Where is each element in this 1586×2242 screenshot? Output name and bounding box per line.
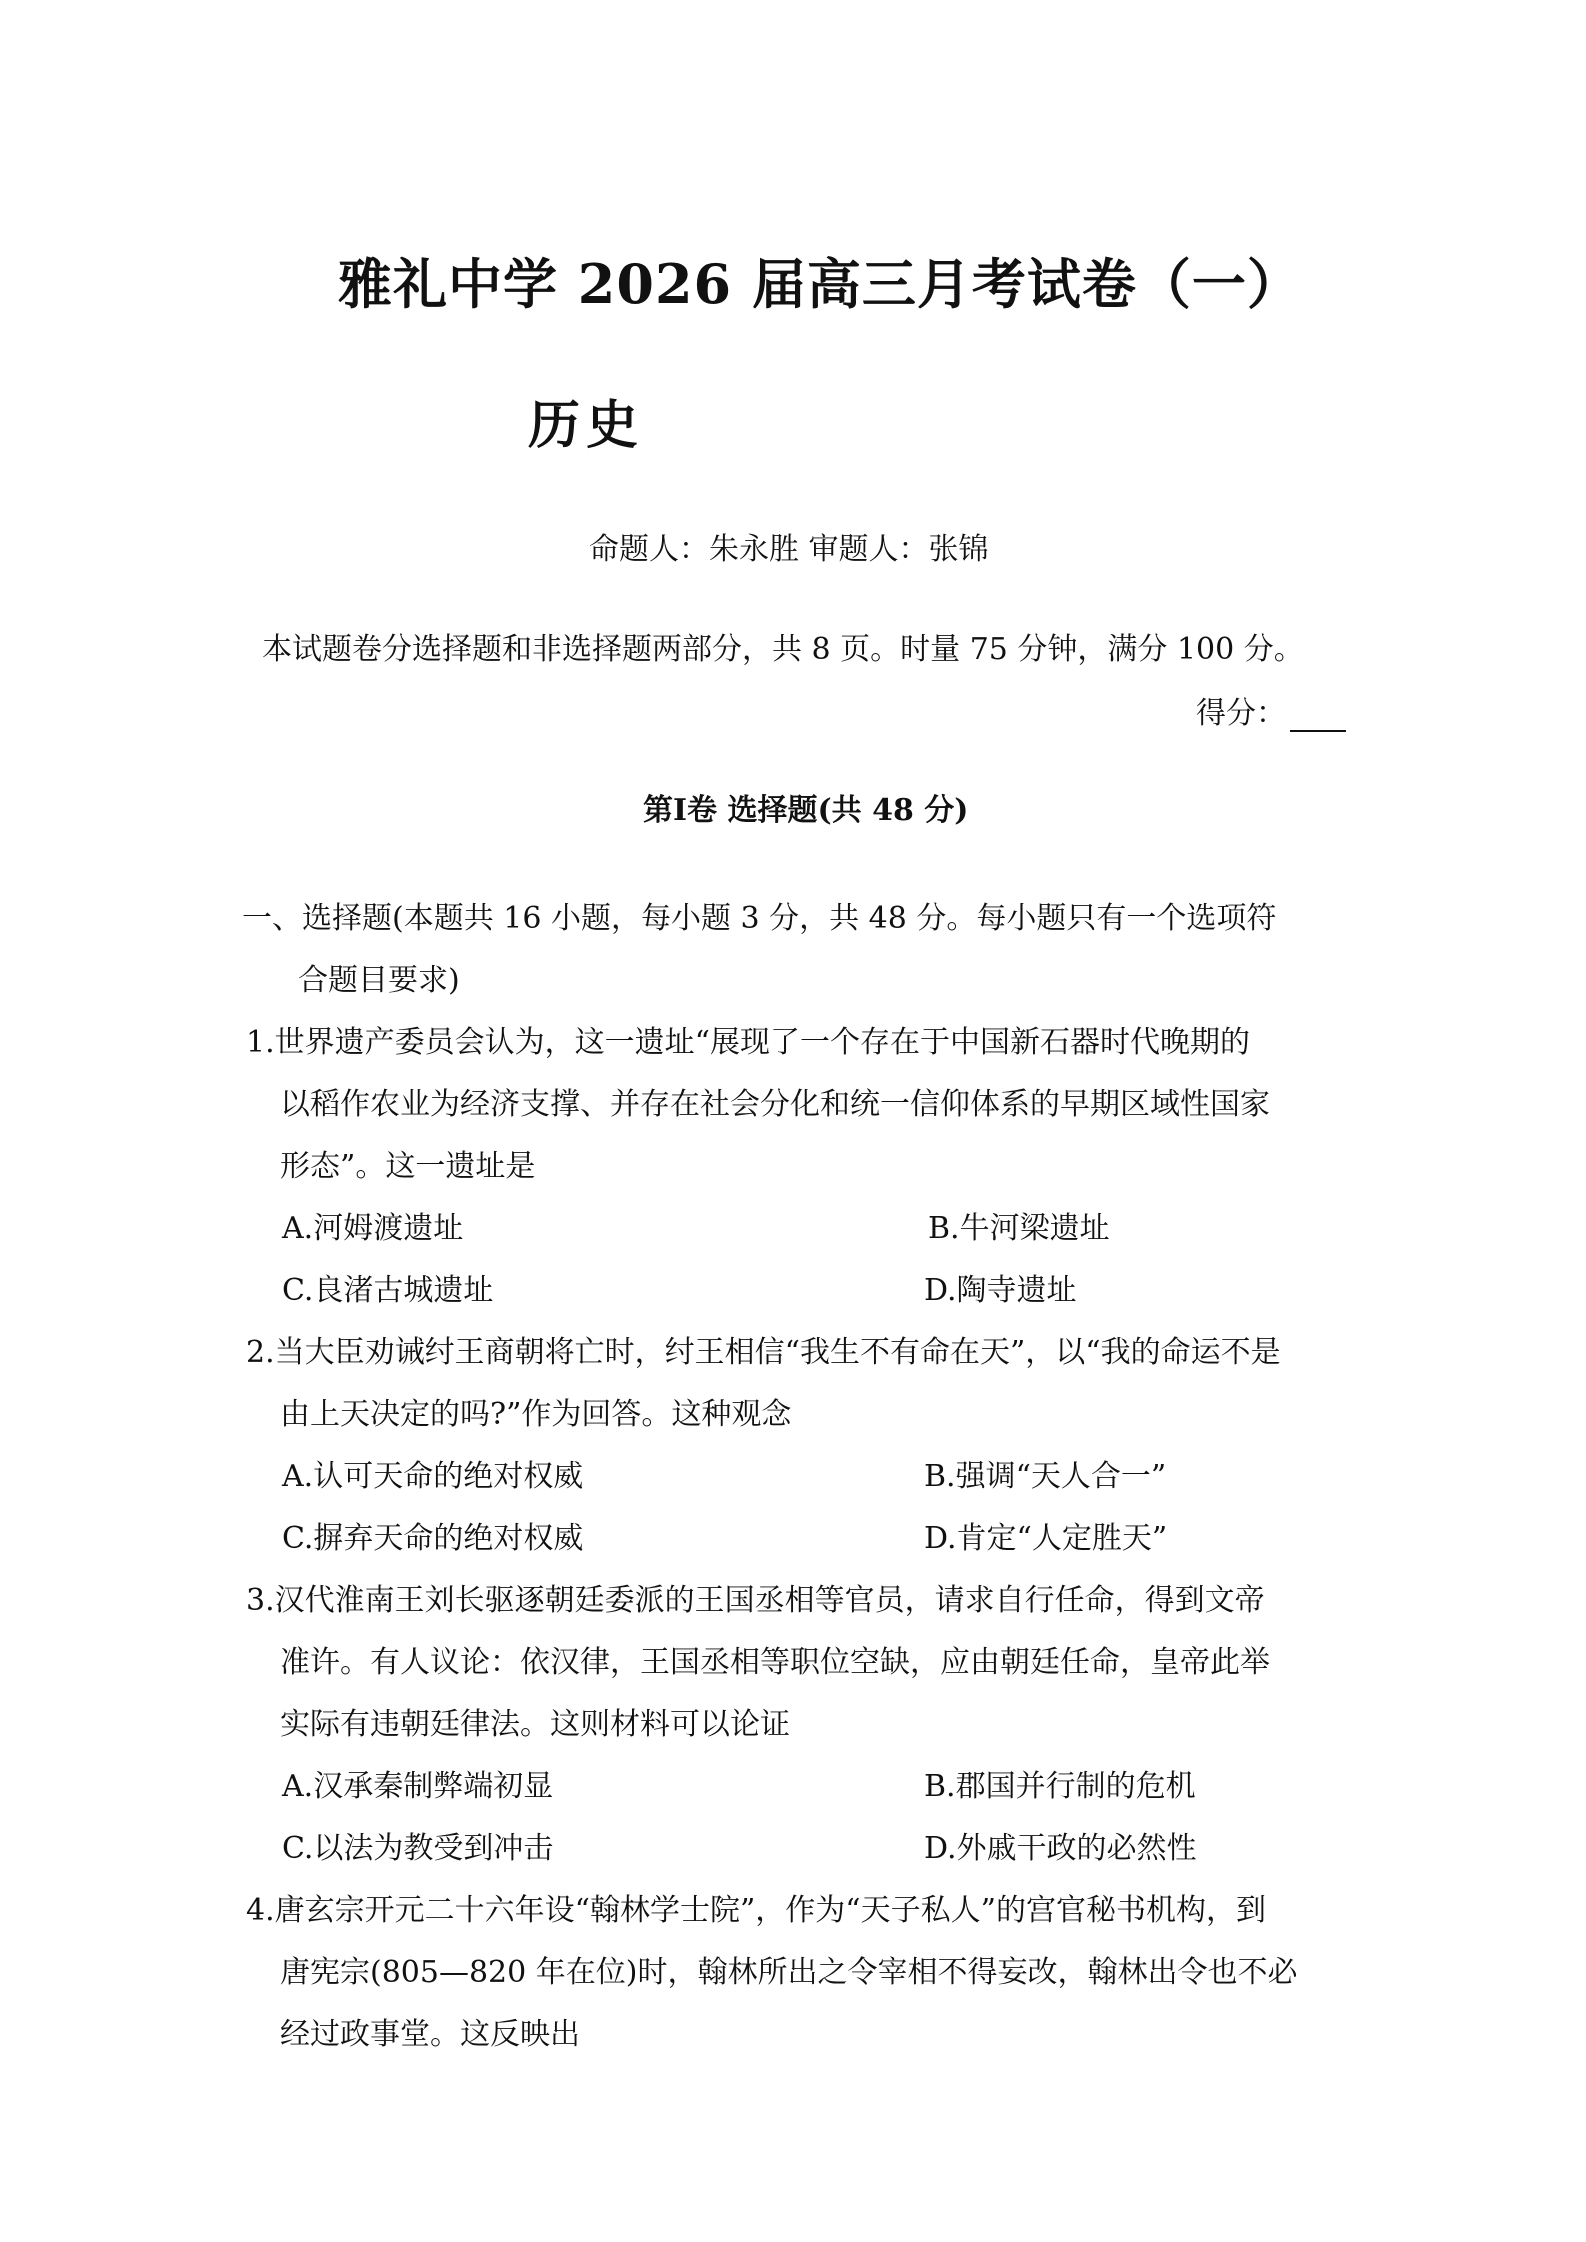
question-3-option-c: C.以法为教受到冲击 xyxy=(282,1831,554,1866)
question-4-line-3: 经过政事堂。这反映出 xyxy=(280,2017,580,2052)
question-3-line-3: 实际有违朝廷律法。这则材料可以论证 xyxy=(280,1707,790,1742)
subject-title: 历史 xyxy=(528,395,645,456)
question-4-line-2: 唐宪宗(805—820 年在位)时，翰林所出之令宰相不得妄改，翰林出令也不必 xyxy=(280,1955,1298,1990)
question-1-option-a: A.河姆渡遗址 xyxy=(282,1211,464,1246)
question-2-option-d: D.肯定“人定胜天” xyxy=(924,1521,1168,1556)
exam-intro: 本试题卷分选择题和非选择题两部分，共 8 页。时量 75 分钟，满分 100 分。 xyxy=(262,632,1304,667)
part-heading: 第Ⅰ卷 选择题(共 48 分) xyxy=(643,793,969,828)
question-1-line-3: 形态”。这一遗址是 xyxy=(280,1149,536,1184)
score-field xyxy=(1196,688,1346,732)
question-3-line-2: 准许。有人议论：依汉律，王国丞相等职位空缺，应由朝廷任命，皇帝此举 xyxy=(280,1645,1270,1680)
question-3-line-1: 3.汉代淮南王刘长驱逐朝廷委派的王国丞相等官员，请求自行任命，得到文帝 xyxy=(246,1583,1265,1618)
score-label: 得分： xyxy=(1196,696,1286,731)
question-3-option-d: D.外戚干政的必然性 xyxy=(924,1831,1197,1866)
question-1-option-b: B.牛河梁遗址 xyxy=(928,1211,1110,1246)
exam-title: 雅礼中学 2026 届高三月考试卷（一） xyxy=(338,252,1302,316)
instructions-line-1: 一、选择题(本题共 16 小题，每小题 3 分，共 48 分。每小题只有一个选项符 xyxy=(242,901,1277,936)
score-blank xyxy=(1290,700,1346,732)
question-4-line-1: 4.唐玄宗开元二十六年设“翰林学士院”，作为“天子私人”的宫官秘书机构，到 xyxy=(246,1893,1266,1928)
question-2-option-b: B.强调“天人合一” xyxy=(924,1459,1167,1494)
question-3-option-a: A.汉承秦制弊端初显 xyxy=(282,1769,554,1804)
instructions-line-2: 合题目要求) xyxy=(298,963,460,998)
question-2-option-c: C.摒弃天命的绝对权威 xyxy=(282,1521,584,1556)
question-2-line-2: 由上天决定的吗?”作为回答。这种观念 xyxy=(280,1397,792,1432)
question-1-line-1: 1.世界遗产委员会认为，这一遗址“展现了一个存在于中国新石器时代晚期的 xyxy=(246,1025,1250,1060)
question-2-line-1: 2.当大臣劝诫纣王商朝将亡时，纣王相信“我生不有命在天”，以“我的命运不是 xyxy=(246,1335,1281,1370)
question-3-option-b: B.郡国并行制的危机 xyxy=(924,1769,1196,1804)
question-1-line-2: 以稻作农业为经济支撑、并存在社会分化和统一信仰体系的早期区域性国家 xyxy=(280,1087,1270,1122)
question-2-option-a: A.认可天命的绝对权威 xyxy=(282,1459,584,1494)
question-1-option-c: C.良渚古城遗址 xyxy=(282,1273,494,1308)
authors-line: 命题人：朱永胜 审题人：张锦 xyxy=(589,532,989,567)
question-1-option-d: D.陶寺遗址 xyxy=(924,1273,1077,1308)
